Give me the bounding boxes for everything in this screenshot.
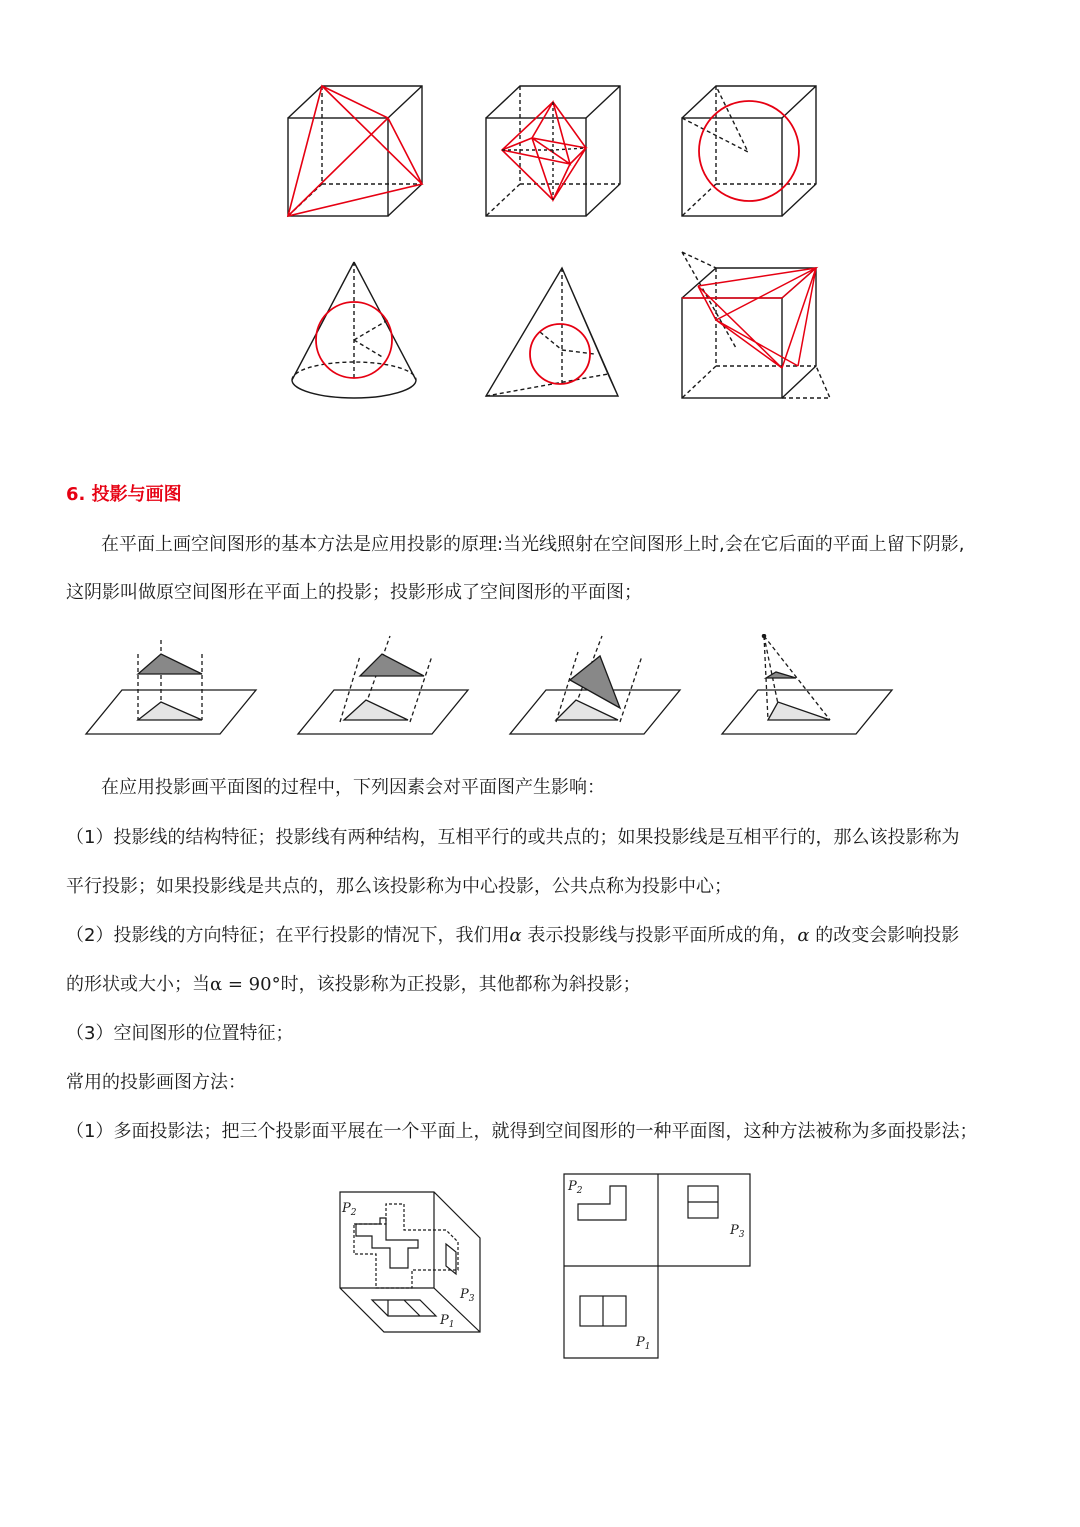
figure-orthogonal-projection: [84, 634, 259, 742]
factor-item: [66, 973, 641, 997]
figure-central-projection: [720, 634, 895, 742]
label-p2: $P_2$: [342, 1201, 357, 1218]
paragraph-line: 在平面上画空间图形的基本方法是应用投影的原理:当光线照射在空间图形上时,会在它后面的平面上留下阴影,: [101, 534, 965, 555]
figure-oblique-projection-1: [296, 634, 471, 742]
factor-item: [66, 924, 959, 948]
text-fragment: 表示投影线与投影平面所成的角，: [521, 925, 798, 946]
factor-item: （3）空间图形的位置特征；: [66, 1023, 294, 1044]
math-alpha: α: [509, 925, 522, 946]
label-p1: $P_1$: [440, 1313, 455, 1330]
paragraph-line: 在应用投影画平面图的过程中，下列因素会对平面图产生影响：: [101, 777, 605, 798]
method-item: （1）多面投影法；把三个投影面平展在一个平面上，就得到空间图形的一种平面图，这种方法被称为多面投影法；: [66, 1121, 978, 1142]
section-heading: 6. 投影与画图: [66, 484, 182, 505]
methods-title: 常用的投影画图方法：: [66, 1072, 246, 1093]
label-p2: $P_2$: [568, 1179, 583, 1196]
paragraph-line: 这阴影叫做原空间图形在平面上的投影；投影形成了空间图形的平面图；: [66, 582, 642, 603]
factor-item: （1）投影线的结构特征；投影线有两种结构，互相平行的或共点的；如果投影线是互相平行的，那么该投影称为: [66, 827, 960, 848]
text-fragment: 的改变会影响投影: [809, 925, 960, 946]
label-p3: $P_3$: [460, 1287, 475, 1304]
figure-cube-tetrahedron: [280, 78, 430, 223]
text-fragment: 的形状或大小；当: [66, 974, 210, 995]
figure-cube-inscribed-sphere: [676, 78, 831, 223]
figure-cube-octahedron: [480, 78, 630, 223]
label-p1: $P_1$: [636, 1335, 651, 1352]
figure-multiview-isometric: [336, 1188, 486, 1338]
figure-cone-inscribed-sphere: [284, 258, 424, 408]
text-fragment: （2）投影线的方向特征；在平行投影的情况下，我们用: [66, 925, 510, 946]
figure-multiview-unfolded: [562, 1172, 756, 1360]
label-p3: $P_3$: [730, 1223, 745, 1240]
factor-item: 平行投影；如果投影线是共点的，那么该投影称为中心投影，公共点称为投影中心；: [66, 876, 732, 897]
figure-pyramid-inscribed-sphere: [480, 262, 630, 407]
math-equation: α = 90°: [210, 974, 281, 995]
figure-oblique-projection-2: [508, 634, 683, 742]
text-fragment: 时，该投影称为正投影，其他都称为斜投影；: [280, 974, 641, 995]
math-alpha: α: [797, 925, 810, 946]
figure-cube-pyramid-lines: [676, 248, 838, 406]
